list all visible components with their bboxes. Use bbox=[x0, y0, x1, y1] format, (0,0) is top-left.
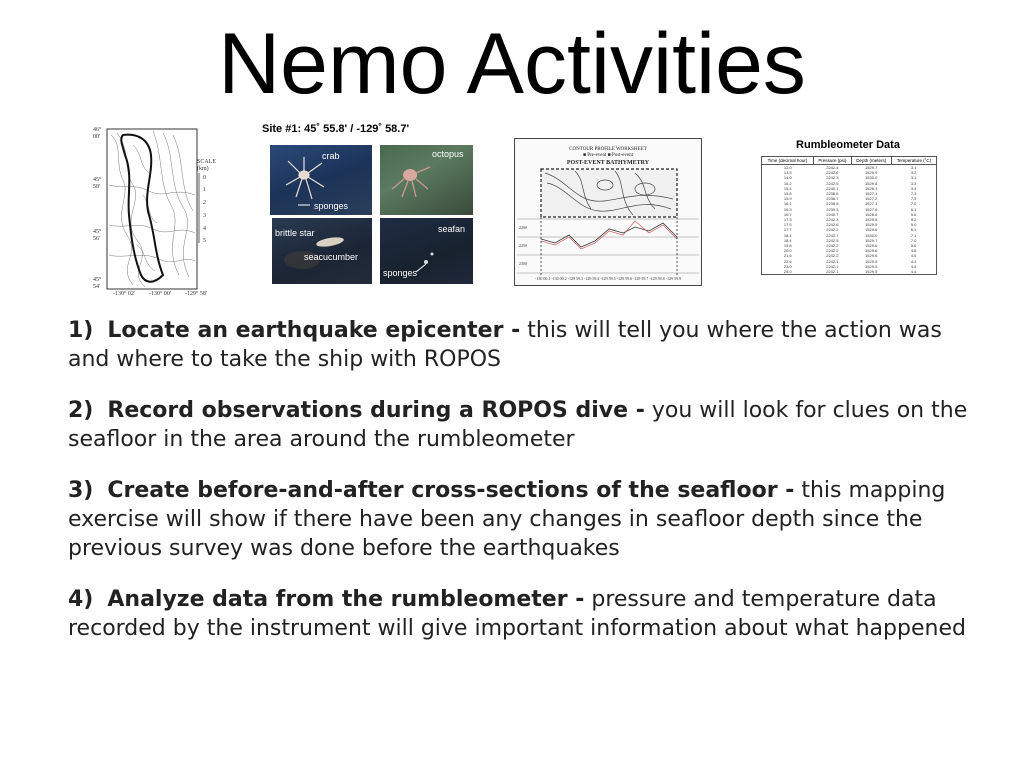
activities-list bbox=[68, 316, 968, 665]
table-cell: 2238.7 bbox=[826, 196, 839, 202]
table-cell: 2242.2 bbox=[826, 253, 839, 259]
table-cell: 2242.6 bbox=[826, 222, 839, 228]
table-cell: 23.0 bbox=[783, 263, 792, 269]
table-cell: 2242.4 bbox=[826, 165, 839, 170]
activity-number: 3) bbox=[68, 478, 94, 503]
table-cell: 13.5 bbox=[783, 170, 792, 176]
activity-number: 4) bbox=[68, 587, 94, 612]
table-cell: 7.1 bbox=[910, 232, 917, 238]
table-cell: 7.0 bbox=[910, 201, 917, 207]
table-cell: 2242.2 bbox=[826, 243, 839, 249]
table-cell: 4.8 bbox=[910, 248, 917, 254]
table-cell: 2242.6 bbox=[826, 170, 839, 176]
table-cell: 1527.1 bbox=[865, 201, 878, 207]
lon-label: -130° 02' bbox=[113, 291, 135, 297]
table-cell: 2242.1 bbox=[814, 269, 852, 275]
table-cell: 2240.1 bbox=[826, 185, 839, 191]
rumbleometer-table bbox=[761, 156, 937, 275]
longitude-axis: -130 00.1 -130 00.2 -129 59.3 -129 59.4 -129 59.5 -129 59.6 -129 59.7 -129 59.8 -129 59.9 bbox=[535, 276, 681, 281]
table-cell: 1529.7 bbox=[865, 237, 878, 243]
table-cell: 2242.2 bbox=[826, 227, 839, 233]
contour-graphic bbox=[515, 139, 701, 285]
scale-tick: 0 bbox=[203, 175, 206, 181]
table-cell: 2238.5 bbox=[826, 201, 839, 207]
table-cell: 7.3 bbox=[910, 191, 917, 197]
scale-tick: 1 bbox=[203, 187, 206, 193]
activity-description: pressure and temperature data recorded by the instrument will give important information about what happened bbox=[68, 587, 966, 641]
table-cell: 2238.6 bbox=[826, 191, 839, 197]
column-header: Depth (meters) bbox=[851, 157, 891, 165]
table-cell: 1529.6 bbox=[865, 227, 878, 233]
activity-heading: Analyze data from the rumbleometer - bbox=[107, 587, 585, 612]
activity-description: this will tell you where the action was and where to take the ship with ROPOS bbox=[68, 318, 942, 372]
table-cell: 1529.9 bbox=[865, 222, 878, 228]
table-cell: 1529.5 bbox=[851, 269, 891, 275]
table-cell: 4.4 bbox=[891, 269, 936, 275]
photo-seafan bbox=[380, 218, 473, 284]
table-cell: 24.0 bbox=[762, 269, 814, 275]
activity-number: 2) bbox=[68, 398, 94, 423]
table-cell: 1529.6 bbox=[865, 217, 878, 223]
table-cell: 2240.7 bbox=[826, 211, 839, 217]
table-cell: 7.5 bbox=[910, 196, 917, 202]
scale-label: SCALE (km) bbox=[197, 159, 217, 172]
table-cell: 2242.5 bbox=[826, 237, 839, 243]
table-cell: 15.9 bbox=[783, 196, 792, 202]
site-title: Site #1: 45˚ 55.8' / -129˚ 58.7' bbox=[262, 123, 410, 135]
table-cell: 4.4 bbox=[910, 258, 917, 264]
lon-label: -129° 58' bbox=[185, 291, 207, 297]
lon-label: -130° 00' bbox=[149, 291, 171, 297]
slide-title: Nemo Activities bbox=[218, 16, 806, 112]
table-cell: 20.0 bbox=[783, 248, 792, 254]
activity-item bbox=[68, 476, 968, 563]
table-cell: 1529.6 bbox=[865, 253, 878, 259]
worksheet-legend: ■ Pre-event ■ Post-event bbox=[582, 153, 634, 158]
contour-map-graphic bbox=[93, 125, 215, 300]
table-cell: 14.0 bbox=[783, 175, 792, 181]
activity-item bbox=[68, 396, 968, 454]
table-cell: 1529.7 bbox=[865, 165, 878, 170]
lat-label: 45° 56' bbox=[93, 229, 102, 242]
activity-heading: Locate an earthquake epicenter - bbox=[107, 318, 521, 343]
table-cell: 16.1 bbox=[783, 201, 792, 207]
table-cell: 1527.1 bbox=[865, 191, 878, 197]
table-cell: 5.2 bbox=[910, 217, 917, 223]
table-cell: 16.3 bbox=[783, 206, 792, 212]
depth-label: 2200 bbox=[519, 225, 527, 230]
table-cell: 1527.2 bbox=[865, 196, 878, 202]
table-cell: 2242.1 bbox=[826, 258, 839, 264]
activity-heading: Create before-and-after cross-sections of the seafloor - bbox=[107, 478, 795, 503]
activity-number: 1) bbox=[68, 318, 94, 343]
photo-label-octopus: octopus bbox=[432, 149, 464, 159]
table-cell: 22.6 bbox=[783, 258, 792, 264]
table-cell: 1529.5 bbox=[865, 263, 878, 269]
activity-description: you will look for clues on the seafloor in the area around the rumbleometer bbox=[68, 398, 968, 452]
table-cell: 19.8 bbox=[783, 243, 792, 249]
table-cell: 2242.2 bbox=[826, 248, 839, 254]
photo-brittle-star bbox=[272, 218, 372, 284]
column-header: Temperature (˚C) bbox=[891, 157, 936, 165]
table-cell: 2242.1 bbox=[826, 263, 839, 269]
photo-label-seacucumber: seacucumber bbox=[304, 252, 359, 262]
table-cell: 1529.9 bbox=[865, 170, 878, 176]
table-cell: 21.6 bbox=[783, 253, 792, 259]
table-cell: 3.1 bbox=[910, 165, 917, 170]
table-cell: 5.6 bbox=[910, 211, 917, 217]
table-cell: 5.6 bbox=[910, 243, 917, 249]
table-cell: 1529.5 bbox=[865, 258, 878, 264]
table-cell: 1530.0 bbox=[865, 232, 878, 238]
table-cell: 15.8 bbox=[783, 191, 792, 197]
rumbleometer-table-body bbox=[762, 165, 937, 275]
table-cell: 3.2 bbox=[910, 170, 917, 176]
table-cell: 1528.1 bbox=[865, 185, 878, 191]
column-header: Pressure (psi) bbox=[814, 157, 852, 165]
table-cell: 2242.3 bbox=[826, 217, 839, 223]
depth-label: 2300 bbox=[519, 261, 527, 266]
column-header: Time (decimal hour) bbox=[762, 157, 814, 165]
scale-tick: 4 bbox=[203, 226, 206, 232]
photo-crab bbox=[270, 145, 372, 215]
lat-label: 46° 00' bbox=[93, 127, 102, 140]
table-cell: 4.5 bbox=[910, 253, 917, 259]
table-cell: 5.0 bbox=[910, 222, 917, 228]
table-cell: 15.2 bbox=[783, 180, 792, 186]
table-cell: 4.4 bbox=[910, 263, 917, 269]
table-cell: 1529.6 bbox=[865, 243, 878, 249]
table-cell: 18.1 bbox=[783, 232, 792, 238]
table-cell: 17.3 bbox=[783, 217, 792, 223]
bathymetry-map bbox=[93, 125, 215, 300]
photo-label-crab: crab bbox=[322, 151, 340, 161]
table-cell: 1528.6 bbox=[865, 211, 878, 217]
table-cell: 15.4 bbox=[783, 185, 792, 191]
scale-tick: 3 bbox=[203, 213, 206, 219]
table-cell: 3.1 bbox=[910, 175, 917, 181]
scale-tick: 5 bbox=[203, 238, 206, 244]
worksheet-subtitle: POST-EVENT BATHYMETRY bbox=[566, 160, 650, 166]
worksheet-title: CONTOUR PROFILE WORKSHEET bbox=[569, 147, 647, 152]
table-cell: 17.7 bbox=[783, 227, 792, 233]
table-cell: 16.7 bbox=[783, 211, 792, 217]
table-cell: 7.0 bbox=[910, 237, 917, 243]
table-row bbox=[762, 269, 937, 275]
table-cell: 6.1 bbox=[910, 227, 917, 233]
table-cell: 3.3 bbox=[910, 180, 917, 186]
activity-heading: Record observations during a ROPOS dive - bbox=[107, 398, 645, 423]
table-cell: 6.1 bbox=[910, 206, 917, 212]
table-cell: 2242.7 bbox=[826, 232, 839, 238]
table-cell: 12.0 bbox=[783, 165, 792, 170]
photo-octopus bbox=[380, 145, 473, 215]
table-cell: 2242.3 bbox=[826, 175, 839, 181]
lat-label: 45° 54' bbox=[93, 277, 102, 290]
depth-label: 2250 bbox=[519, 243, 527, 248]
activity-item bbox=[68, 585, 968, 643]
rumbleometer-data bbox=[757, 139, 939, 287]
table-cell: 18.4 bbox=[783, 237, 792, 243]
table-cell: 2239.3 bbox=[826, 206, 839, 212]
table-cell: 2242.5 bbox=[826, 180, 839, 186]
photo-label-sponges: sponges bbox=[314, 201, 349, 211]
activity-item bbox=[68, 316, 968, 374]
table-cell: 1529.6 bbox=[865, 248, 878, 254]
table-cell: 3.4 bbox=[910, 185, 917, 191]
lat-label: 45° 58' bbox=[93, 177, 102, 190]
photo-label-sponges: sponges bbox=[383, 268, 418, 278]
scale-tick: 2 bbox=[203, 200, 206, 206]
table-cell: 17.5 bbox=[783, 222, 792, 228]
rumbleometer-title: Rumbleometer Data bbox=[796, 139, 900, 151]
table-cell: 1529.8 bbox=[865, 180, 878, 186]
photo-label-brittle-star: brittle star bbox=[275, 228, 315, 238]
contour-profile-worksheet bbox=[514, 138, 702, 286]
activity-description: this mapping exercise will show if there have been any changes in seafloor depth since the previous survey was done before the earthquakes bbox=[68, 478, 946, 561]
table-cell: 1527.6 bbox=[865, 206, 878, 212]
table-cell: 1530.0 bbox=[865, 175, 878, 181]
photo-label-seafan: seafan bbox=[438, 224, 466, 234]
